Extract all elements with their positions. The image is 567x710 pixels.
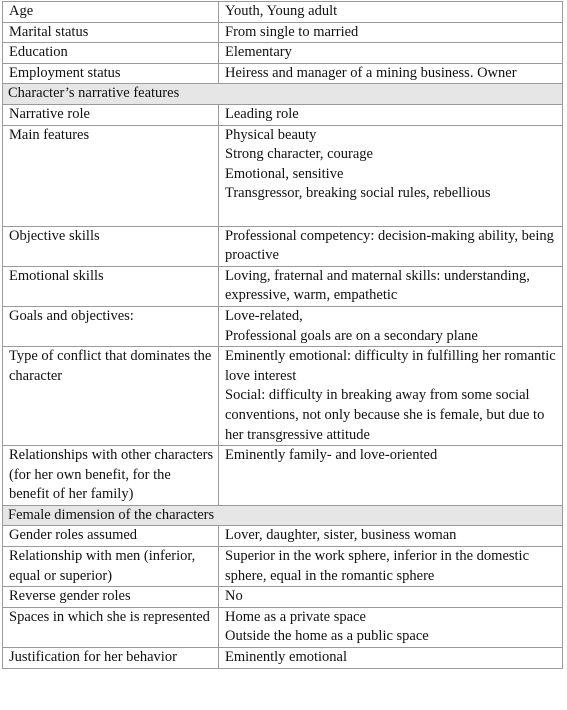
section-row [3,505,563,526]
value-line: Transgressor, breaking social rules, rebellious [225,185,491,202]
table-row [3,347,563,446]
table-row [3,125,563,226]
value-line: From single to married [225,23,359,40]
character-profile-table [2,1,563,669]
row-value [219,607,563,647]
value-line: Heiress and manager of a mining business. Owner [225,64,517,81]
value-line: Eminently family- and love-oriented [225,447,438,464]
table-row [3,587,563,608]
row-label: Age [3,2,219,23]
value-line: Professional goals are on a secondary plane [225,327,478,344]
value-line: Social: difficulty in breaking away from some social conventions, not only because she is female, but due to her transgressive attitude [225,387,545,443]
value-line: Physical beauty [225,126,317,143]
row-label: Employment status [3,63,219,84]
row-value [219,347,563,446]
row-label: Gender roles assumed [3,526,219,547]
section-row [3,84,563,105]
table-row [3,306,563,346]
row-value [219,63,563,84]
row-value [219,526,563,547]
row-value [219,266,563,306]
table-row [3,63,563,84]
value-line: Lover, daughter, sister, business woman [225,527,457,544]
value-line: Strong character, courage [225,146,373,163]
row-value [219,43,563,64]
row-label: Spaces in which she is represented [3,607,219,647]
table-row [3,446,563,506]
row-value [219,2,563,23]
value-line: Outside the home as a public space [225,628,429,645]
value-line: Love-related, [225,307,303,324]
row-value [219,547,563,587]
row-label: Goals and objectives: [3,306,219,346]
row-value [219,306,563,346]
row-value [219,648,563,669]
value-line: No [225,588,243,605]
row-label: Narrative role [3,104,219,125]
table-row [3,22,563,43]
row-value [219,22,563,43]
table-row [3,648,563,669]
row-value [219,104,563,125]
value-line: Loving, fraternal and maternal skills: understanding, expressive, warm, empathetic [225,267,530,304]
row-value [219,446,563,506]
row-label: Justification for her behavior [3,648,219,669]
row-label: Relationships with other characters (for her own benefit, for the benefit of her family) [3,446,219,506]
section-heading: Character’s narrative features [3,84,563,105]
section-heading: Female dimension of the characters [3,505,563,526]
table-row [3,266,563,306]
value-line: Elementary [225,44,292,61]
table-row [3,2,563,23]
value-line: Eminently emotional: difficulty in fulfilling her romantic love interest [225,348,556,384]
table-row [3,226,563,266]
value-line: Leading role [225,105,299,122]
row-label: Education [3,43,219,64]
value-line: Eminently emotional [225,649,348,666]
row-value [219,226,563,266]
table-row [3,104,563,125]
table-row [3,43,563,64]
row-label: Marital status [3,22,219,43]
row-value [219,587,563,608]
value-line: Youth, Young adult [225,3,338,19]
value-line: Emotional, sensitive [225,165,344,182]
row-label: Emotional skills [3,266,219,306]
value-line: Professional competency: decision-making ability, being proactive [225,227,554,264]
value-line: Superior in the work sphere, inferior in the domestic sphere, equal in the romantic sphere [225,548,530,584]
table-row [3,547,563,587]
row-label: Objective skills [3,226,219,266]
table-row [3,526,563,547]
row-label: Type of conflict that dominates the character [3,347,219,446]
row-label: Relationship with men (inferior, equal or superior) [3,547,219,587]
row-label: Main features [3,125,219,226]
row-label: Reverse gender roles [3,587,219,608]
value-line: Home as a private space [225,608,366,625]
table-row [3,607,563,647]
row-value [219,125,563,226]
